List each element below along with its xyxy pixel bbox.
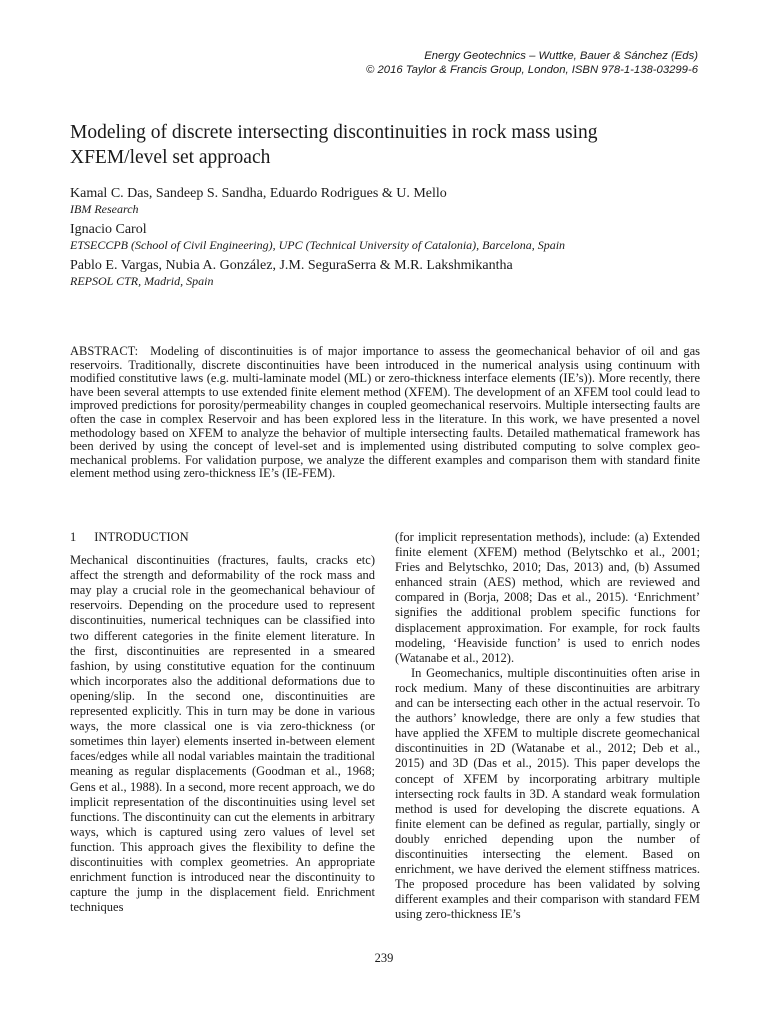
- section-heading: [70, 530, 375, 545]
- author-affiliation: ETSECCPB (School of Civil Engineering), UPC (Technical University of Catalonia), Barcelona, Spain: [70, 238, 566, 252]
- author-affiliation: IBM Research: [70, 202, 139, 216]
- section-title: INTRODUCTION: [94, 530, 189, 544]
- body-paragraph: Mechanical discontinuities (fractures, faults, cracks etc) affect the strength and deformability of the rock mass and may play a crucial role in the geomechanical behaviour of reservoirs. Depending on the procedure used to represent discontinuities, numerical techniques can be classified into two different categories in the finite element literature. In the first, discontinuities are represented in a smeared fashion, by using constitutive equation for the continuum which incorporates also the additional deformations due to opening/slip. In the second one, discontinuities are represented explicitly. This in turn may be done in various ways, the more classical one is via zero-thickness (or sometimes thin layer) elements inserted in-between element faces/edges while all nodal variables maintain the traditional meaning as regular displacements (Goodman et al., 1968; Gens et al., 1988). In a second, more recent approach, we do implicit representation of the discontinuities using level set functions. The discontinuity can cut the elements in arbitrary ways, which is captured using zero values of level set function. This approach gives the flexibility to define the discontinuities with complex geometries. An appropriate enrichment function is introduced near the discontinuity to capture the jump in the displacement field. Enrichment techniques: [70, 553, 375, 915]
- running-header: [366, 49, 698, 77]
- author-names: Ignacio Carol: [70, 222, 147, 237]
- section-number: 1: [70, 530, 77, 544]
- author-names: Pablo E. Vargas, Nubia A. González, J.M. SeguraSerra & M.R. Lakshmikantha: [70, 258, 513, 273]
- body-paragraph: In Geomechanics, multiple discontinuities often arise in rock medium. Many of these discontinuities are arbitrary and can be intersecting each other in the actual reservoir. To the authors’ knowledge, there are only a few studies that have applied the XFEM to multiple discrete geomechanical discontinuities in 2D (Watanabe et al., 2012; Deb et al., 2015) and 3D (Das et al., 2015). This paper develops the concept of XFEM by incorporating arbitrary multiple intersecting rock faults in 3D. A standard weak formulation method is used for developing the discrete equations. A finite element can be defined as regular, partially, singly or doubly enriched depending upon the number of discontinuities intersecting the element. Based on enrichment, we have derived the element stiffness matrices. The proposed procedure has been validated by solving different examples and their comparison with standard FEM using zero-thickness IE’s: [395, 665, 700, 922]
- header-copyright-line: © 2016 Taylor & Francis Group, London, ISBN 978-1-138-03299-6: [366, 64, 698, 76]
- left-column: [70, 530, 375, 915]
- author-group: [70, 258, 710, 289]
- abstract: [70, 345, 700, 481]
- right-column: [395, 530, 700, 922]
- abstract-label: ABSTRACT:: [70, 344, 139, 358]
- author-names: Kamal C. Das, Sandeep S. Sandha, Eduardo Rodrigues & U. Mello: [70, 186, 447, 201]
- page-number: 239: [374, 951, 394, 965]
- author-group: [70, 186, 710, 217]
- author-group: [70, 222, 710, 253]
- body-paragraph: (for implicit representation methods), include: (a) Extended finite element (XFEM) method (Belytschko et al., 2001; Fries and Belytschko, 2010; Das, 2013) and, (b) Assumed enhanced strain (AES) method, which are reviewed and compared in (Borja, 2008; Das et al., 2015). ‘Enrichment’ signifies the additional problem specific functions for displacement approximation. For example, for rock faults modeling, ‘Heaviside function’ is used to enrich nodes (Watanabe et al., 2012).: [395, 530, 700, 665]
- author-affiliation: REPSOL CTR, Madrid, Spain: [70, 274, 214, 288]
- header-book-line: Energy Geotechnics – Wuttke, Bauer & Sánchez (Eds): [424, 50, 698, 62]
- abstract-text: Modeling of discontinuities is of major importance to assess the geomechanical behavior of oil and gas reservoirs. Traditionally, discrete discontinuities have been introduced in the numerical analysis using continuum with modified constitutive laws (e.g. multi-laminate model (ML) or zero-thickness interface elements (IE’s)). More recently, there have been several attempts to use extended finite element method (XFEM). The development of an XFEM tool could lead to improved predictions for porosity/permeability changes in coupled geomechanical reservoirs. Multiple intersecting faults are often the case in complex Reservoir and has been explored less in the literature. In this work, we have presented a novel methodology based on XFEM to analyze the behavior of multiple intersecting faults. Detailed mathematical framework has been derived by using the concept of level-set and is implemented using distributed computing to solve complex geo-mechanical problems. For validation purpose, we analyze the different examples and comparison them with standard finite element method using zero-thickness IE’s (IE-FEM).: [70, 344, 700, 481]
- author-block: [70, 186, 710, 294]
- paper-title: Modeling of discrete intersecting discontinuities in rock mass using XFEM/level set approach: [70, 122, 598, 168]
